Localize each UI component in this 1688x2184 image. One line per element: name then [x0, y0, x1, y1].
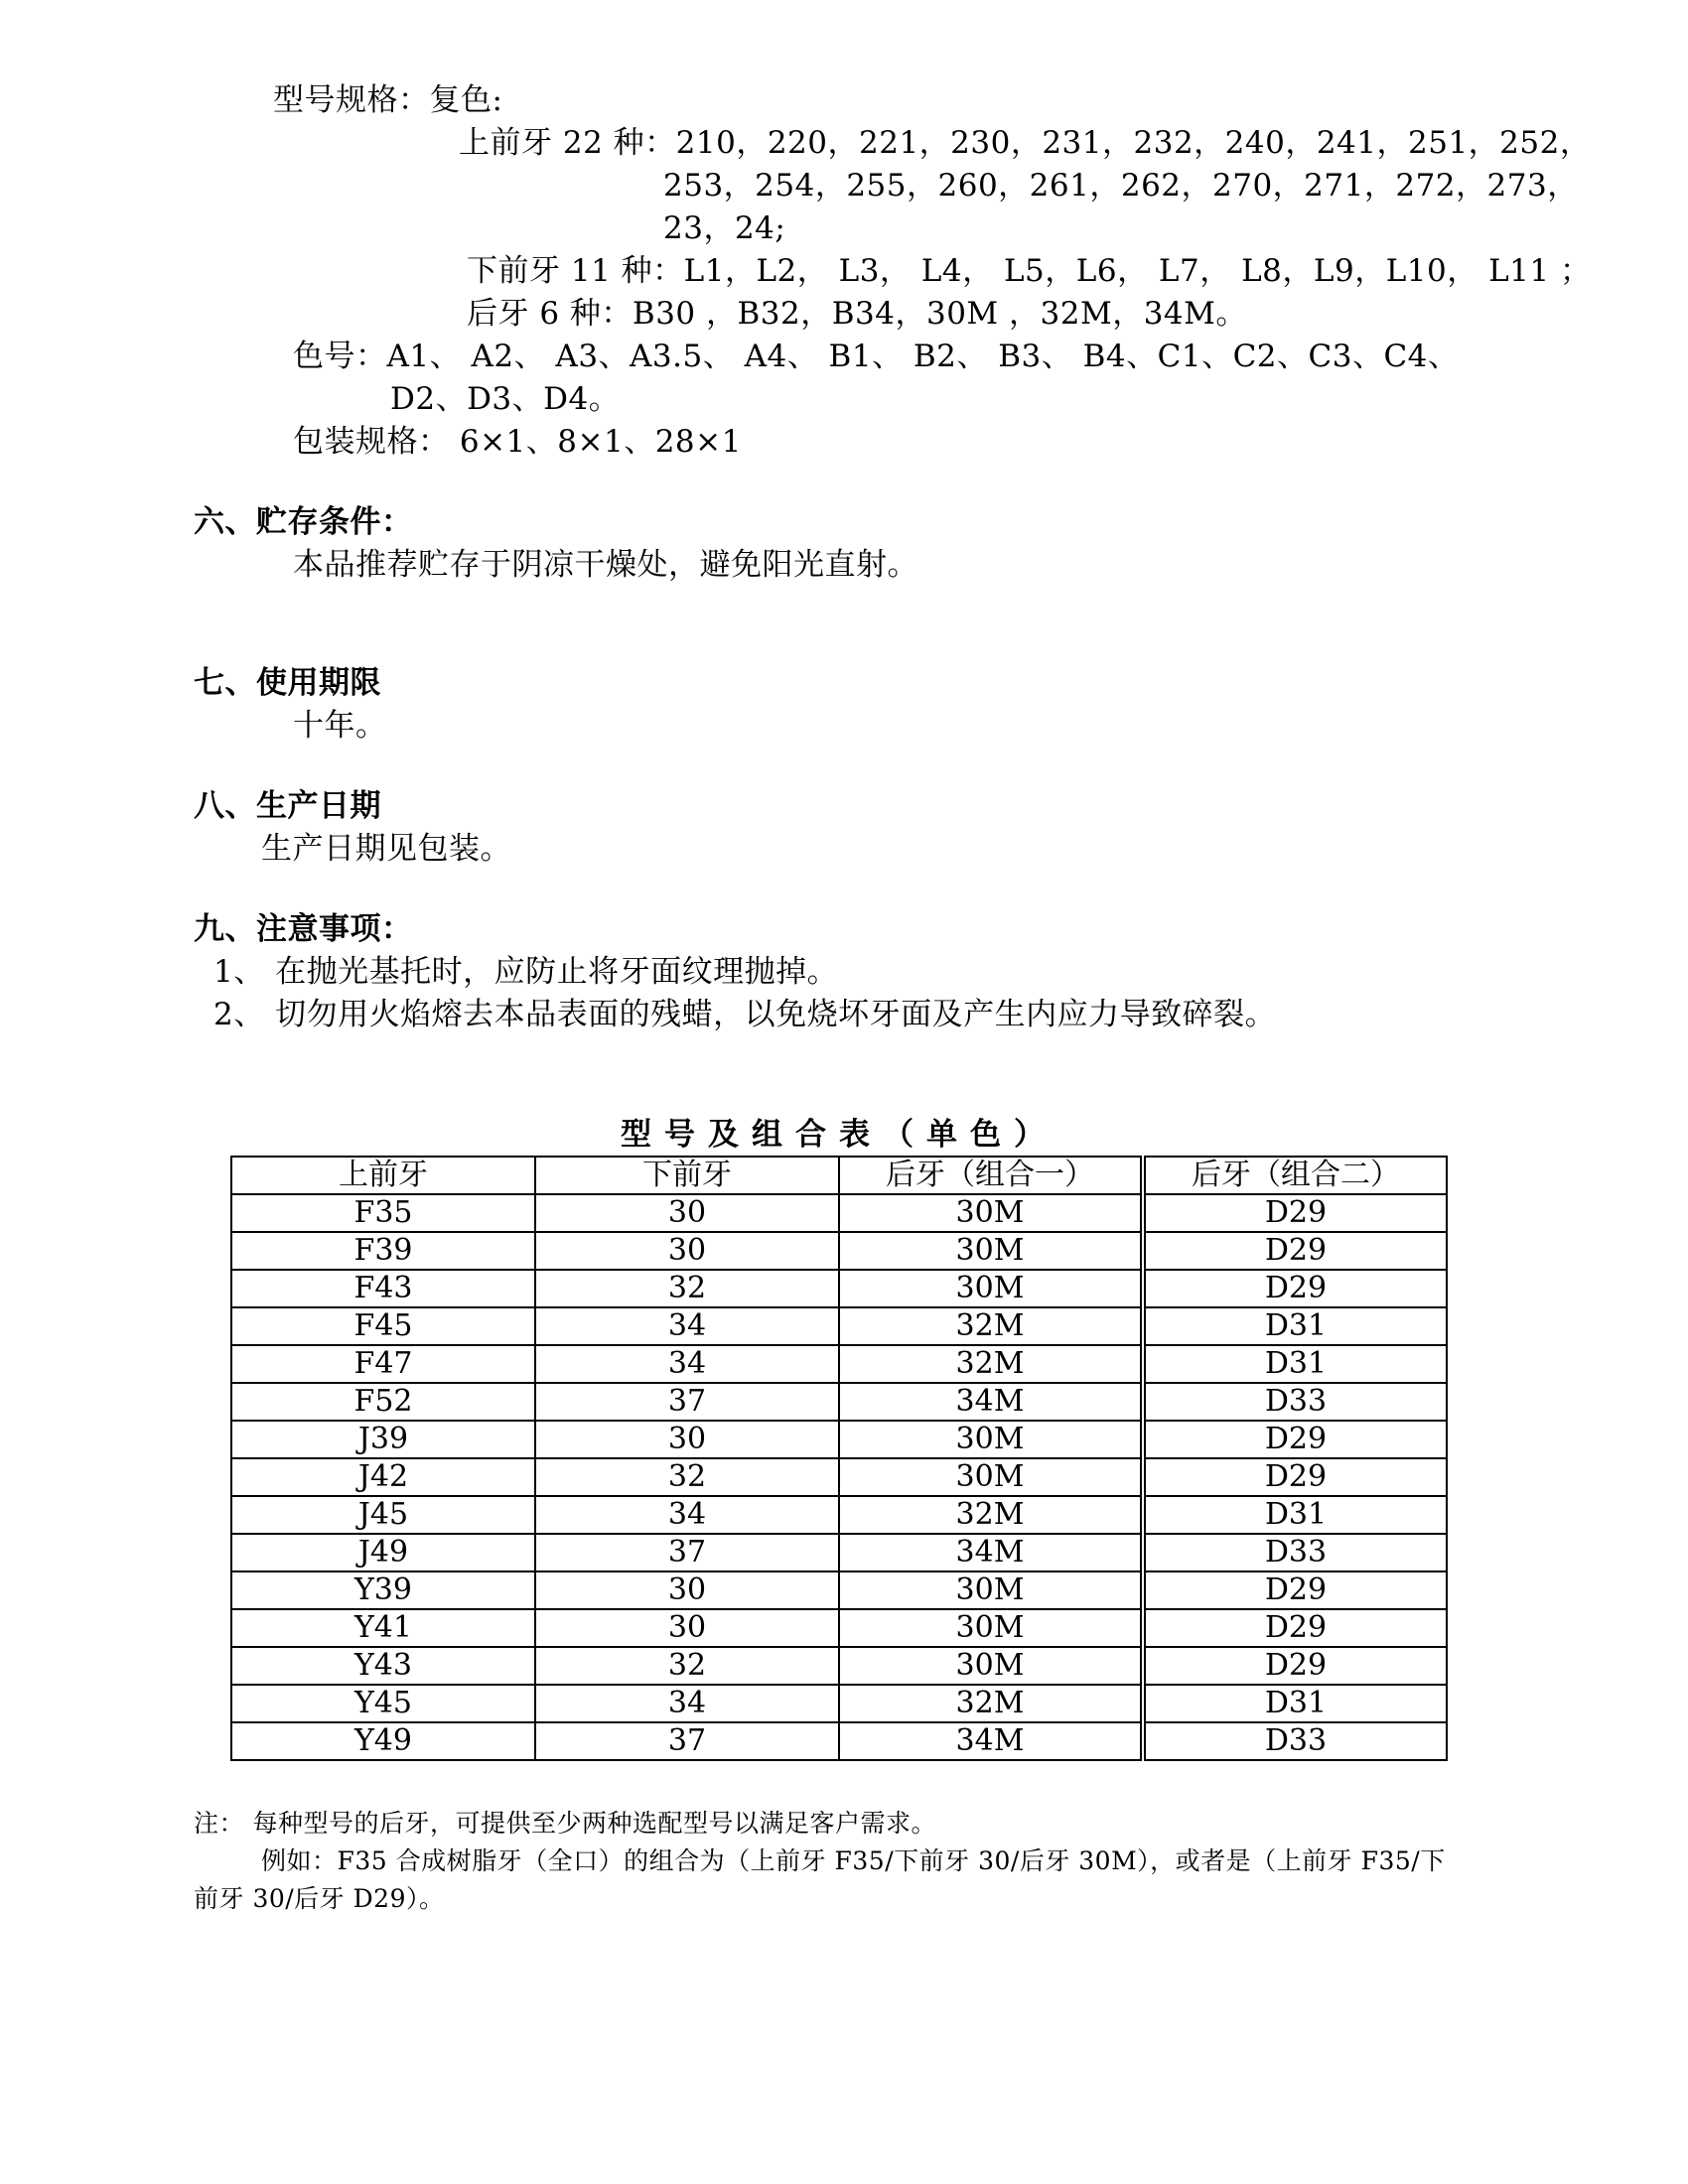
cell-upper: Y43: [231, 1647, 535, 1685]
note-2: 2、 切勿用火焰熔去本品表面的残蜡，以免烧坏牙面及产生内应力导致碎裂。: [213, 997, 1277, 1032]
cell-upper: J42: [231, 1458, 535, 1496]
cell-back-2: D29: [1143, 1421, 1447, 1458]
back-teeth-line: 后牙 6 种：B30 ，B32，B34，30M ，32M，34M。: [467, 296, 1247, 332]
cell-back-2: D33: [1143, 1534, 1447, 1571]
cell-back-1: 34M: [839, 1534, 1143, 1571]
header-lower-front: 下前牙: [535, 1157, 839, 1194]
cell-back-1: 32M: [839, 1496, 1143, 1534]
table-row: [231, 1685, 1447, 1722]
cell-lower: 34: [535, 1345, 839, 1383]
table-header-row: [231, 1157, 1447, 1194]
upper-teeth-line-2: 253，254，255，260，261，262，270，271，272，273，: [663, 168, 1579, 204]
upper-teeth-line-1: 上前牙 22 种：210，220，221，230，231，232，240，241，251，252，: [459, 125, 1592, 161]
color-line-1: 色号：A1、 A2、 A3、A3.5、 A4、 B1、 B2、 B3、 B4、C1、C2、C3、C4、: [293, 339, 1460, 374]
table-row: [231, 1571, 1447, 1609]
cell-back-1: 32M: [839, 1685, 1143, 1722]
cell-upper: F45: [231, 1307, 535, 1345]
table-row: [231, 1270, 1447, 1307]
cell-back-2: D29: [1143, 1609, 1447, 1647]
cell-lower: 30: [535, 1194, 839, 1232]
upper-teeth-line-3: 23，24;: [663, 210, 786, 246]
table-row: [231, 1609, 1447, 1647]
spec-label: 型号规格：复色:: [273, 82, 503, 118]
combo-table: [230, 1156, 1448, 1761]
cell-upper: F35: [231, 1194, 535, 1232]
cell-back-1: 34M: [839, 1383, 1143, 1421]
table-row: [231, 1458, 1447, 1496]
cell-upper: J49: [231, 1534, 535, 1571]
cell-back-1: 30M: [839, 1270, 1143, 1307]
cell-lower: 30: [535, 1421, 839, 1458]
cell-lower: 30: [535, 1232, 839, 1270]
cell-upper: Y41: [231, 1609, 535, 1647]
table-row: [231, 1232, 1447, 1270]
cell-back-2: D31: [1143, 1496, 1447, 1534]
cell-lower: 32: [535, 1270, 839, 1307]
cell-upper: Y49: [231, 1722, 535, 1760]
cell-lower: 34: [535, 1685, 839, 1722]
cell-back-1: 32M: [839, 1307, 1143, 1345]
notes-heading: 九、注意事项：: [194, 911, 413, 947]
production-date-heading: 八、生产日期: [194, 788, 381, 824]
cell-back-1: 30M: [839, 1421, 1143, 1458]
table-row: [231, 1345, 1447, 1383]
cell-upper: F47: [231, 1345, 535, 1383]
table-row: [231, 1722, 1447, 1760]
production-date-text: 生产日期见包装。: [261, 831, 511, 867]
cell-back-2: D29: [1143, 1571, 1447, 1609]
cell-lower: 37: [535, 1534, 839, 1571]
cell-lower: 37: [535, 1722, 839, 1760]
storage-text: 本品推荐贮存于阴凉干燥处，避免阳光直射。: [293, 547, 918, 583]
header-back-combo-1: 后牙（组合一）: [839, 1157, 1143, 1194]
shelf-life-text: 十年。: [293, 708, 387, 744]
cell-upper: F52: [231, 1383, 535, 1421]
table-row: [231, 1194, 1447, 1232]
cell-back-1: 32M: [839, 1345, 1143, 1383]
table-row: [231, 1307, 1447, 1345]
note-1: 1、 在抛光基托时，应防止将牙面纹理抛掉。: [213, 954, 839, 990]
storage-heading: 六、贮存条件：: [194, 504, 413, 540]
table-row: [231, 1647, 1447, 1685]
combo-table-title: 型号及组合表（单色）: [621, 1117, 1057, 1153]
cell-back-1: 30M: [839, 1232, 1143, 1270]
footnote-line-3: 前牙 30/后牙 D29）。: [194, 1884, 445, 1913]
cell-back-2: D31: [1143, 1307, 1447, 1345]
cell-lower: 37: [535, 1383, 839, 1421]
color-line-2: D2、D3、D4。: [390, 381, 621, 417]
cell-lower: 32: [535, 1647, 839, 1685]
cell-upper: J39: [231, 1421, 535, 1458]
cell-back-1: 30M: [839, 1458, 1143, 1496]
table-row: [231, 1421, 1447, 1458]
cell-back-2: D33: [1143, 1722, 1447, 1760]
cell-lower: 34: [535, 1307, 839, 1345]
cell-back-1: 30M: [839, 1647, 1143, 1685]
table-row: [231, 1383, 1447, 1421]
packaging-line: 包装规格： 6×1、8×1、28×1: [293, 424, 742, 460]
cell-back-2: D31: [1143, 1345, 1447, 1383]
header-upper-front: 上前牙: [231, 1157, 535, 1194]
footnote-line-1: 注： 每种型号的后牙，可提供至少两种选配型号以满足客户需求。: [194, 1809, 936, 1838]
cell-back-2: D31: [1143, 1685, 1447, 1722]
cell-upper: J45: [231, 1496, 535, 1534]
table-row: [231, 1496, 1447, 1534]
footnote-line-2: 例如：F35 合成树脂牙（全口）的组合为（上前牙 F35/下前牙 30/后牙 30M），或者是（上前牙 F35/下: [261, 1846, 1446, 1875]
cell-upper: F39: [231, 1232, 535, 1270]
cell-back-2: D33: [1143, 1383, 1447, 1421]
cell-upper: Y45: [231, 1685, 535, 1722]
cell-back-2: D29: [1143, 1232, 1447, 1270]
cell-back-1: 34M: [839, 1722, 1143, 1760]
cell-back-2: D29: [1143, 1647, 1447, 1685]
header-back-combo-2: 后牙（组合二）: [1143, 1157, 1447, 1194]
cell-lower: 34: [535, 1496, 839, 1534]
cell-lower: 30: [535, 1571, 839, 1609]
cell-back-1: 30M: [839, 1609, 1143, 1647]
cell-back-1: 30M: [839, 1571, 1143, 1609]
cell-upper: F43: [231, 1270, 535, 1307]
cell-lower: 32: [535, 1458, 839, 1496]
cell-back-2: D29: [1143, 1194, 1447, 1232]
cell-upper: Y39: [231, 1571, 535, 1609]
cell-back-1: 30M: [839, 1194, 1143, 1232]
cell-back-2: D29: [1143, 1458, 1447, 1496]
lower-teeth-line: 下前牙 11 种：L1，L2， L3， L4， L5，L6， L7， L8，L9，L10， L11 ；: [467, 253, 1592, 289]
table-row: [231, 1534, 1447, 1571]
cell-lower: 30: [535, 1609, 839, 1647]
shelf-life-heading: 七、使用期限: [194, 665, 381, 701]
cell-back-2: D29: [1143, 1270, 1447, 1307]
